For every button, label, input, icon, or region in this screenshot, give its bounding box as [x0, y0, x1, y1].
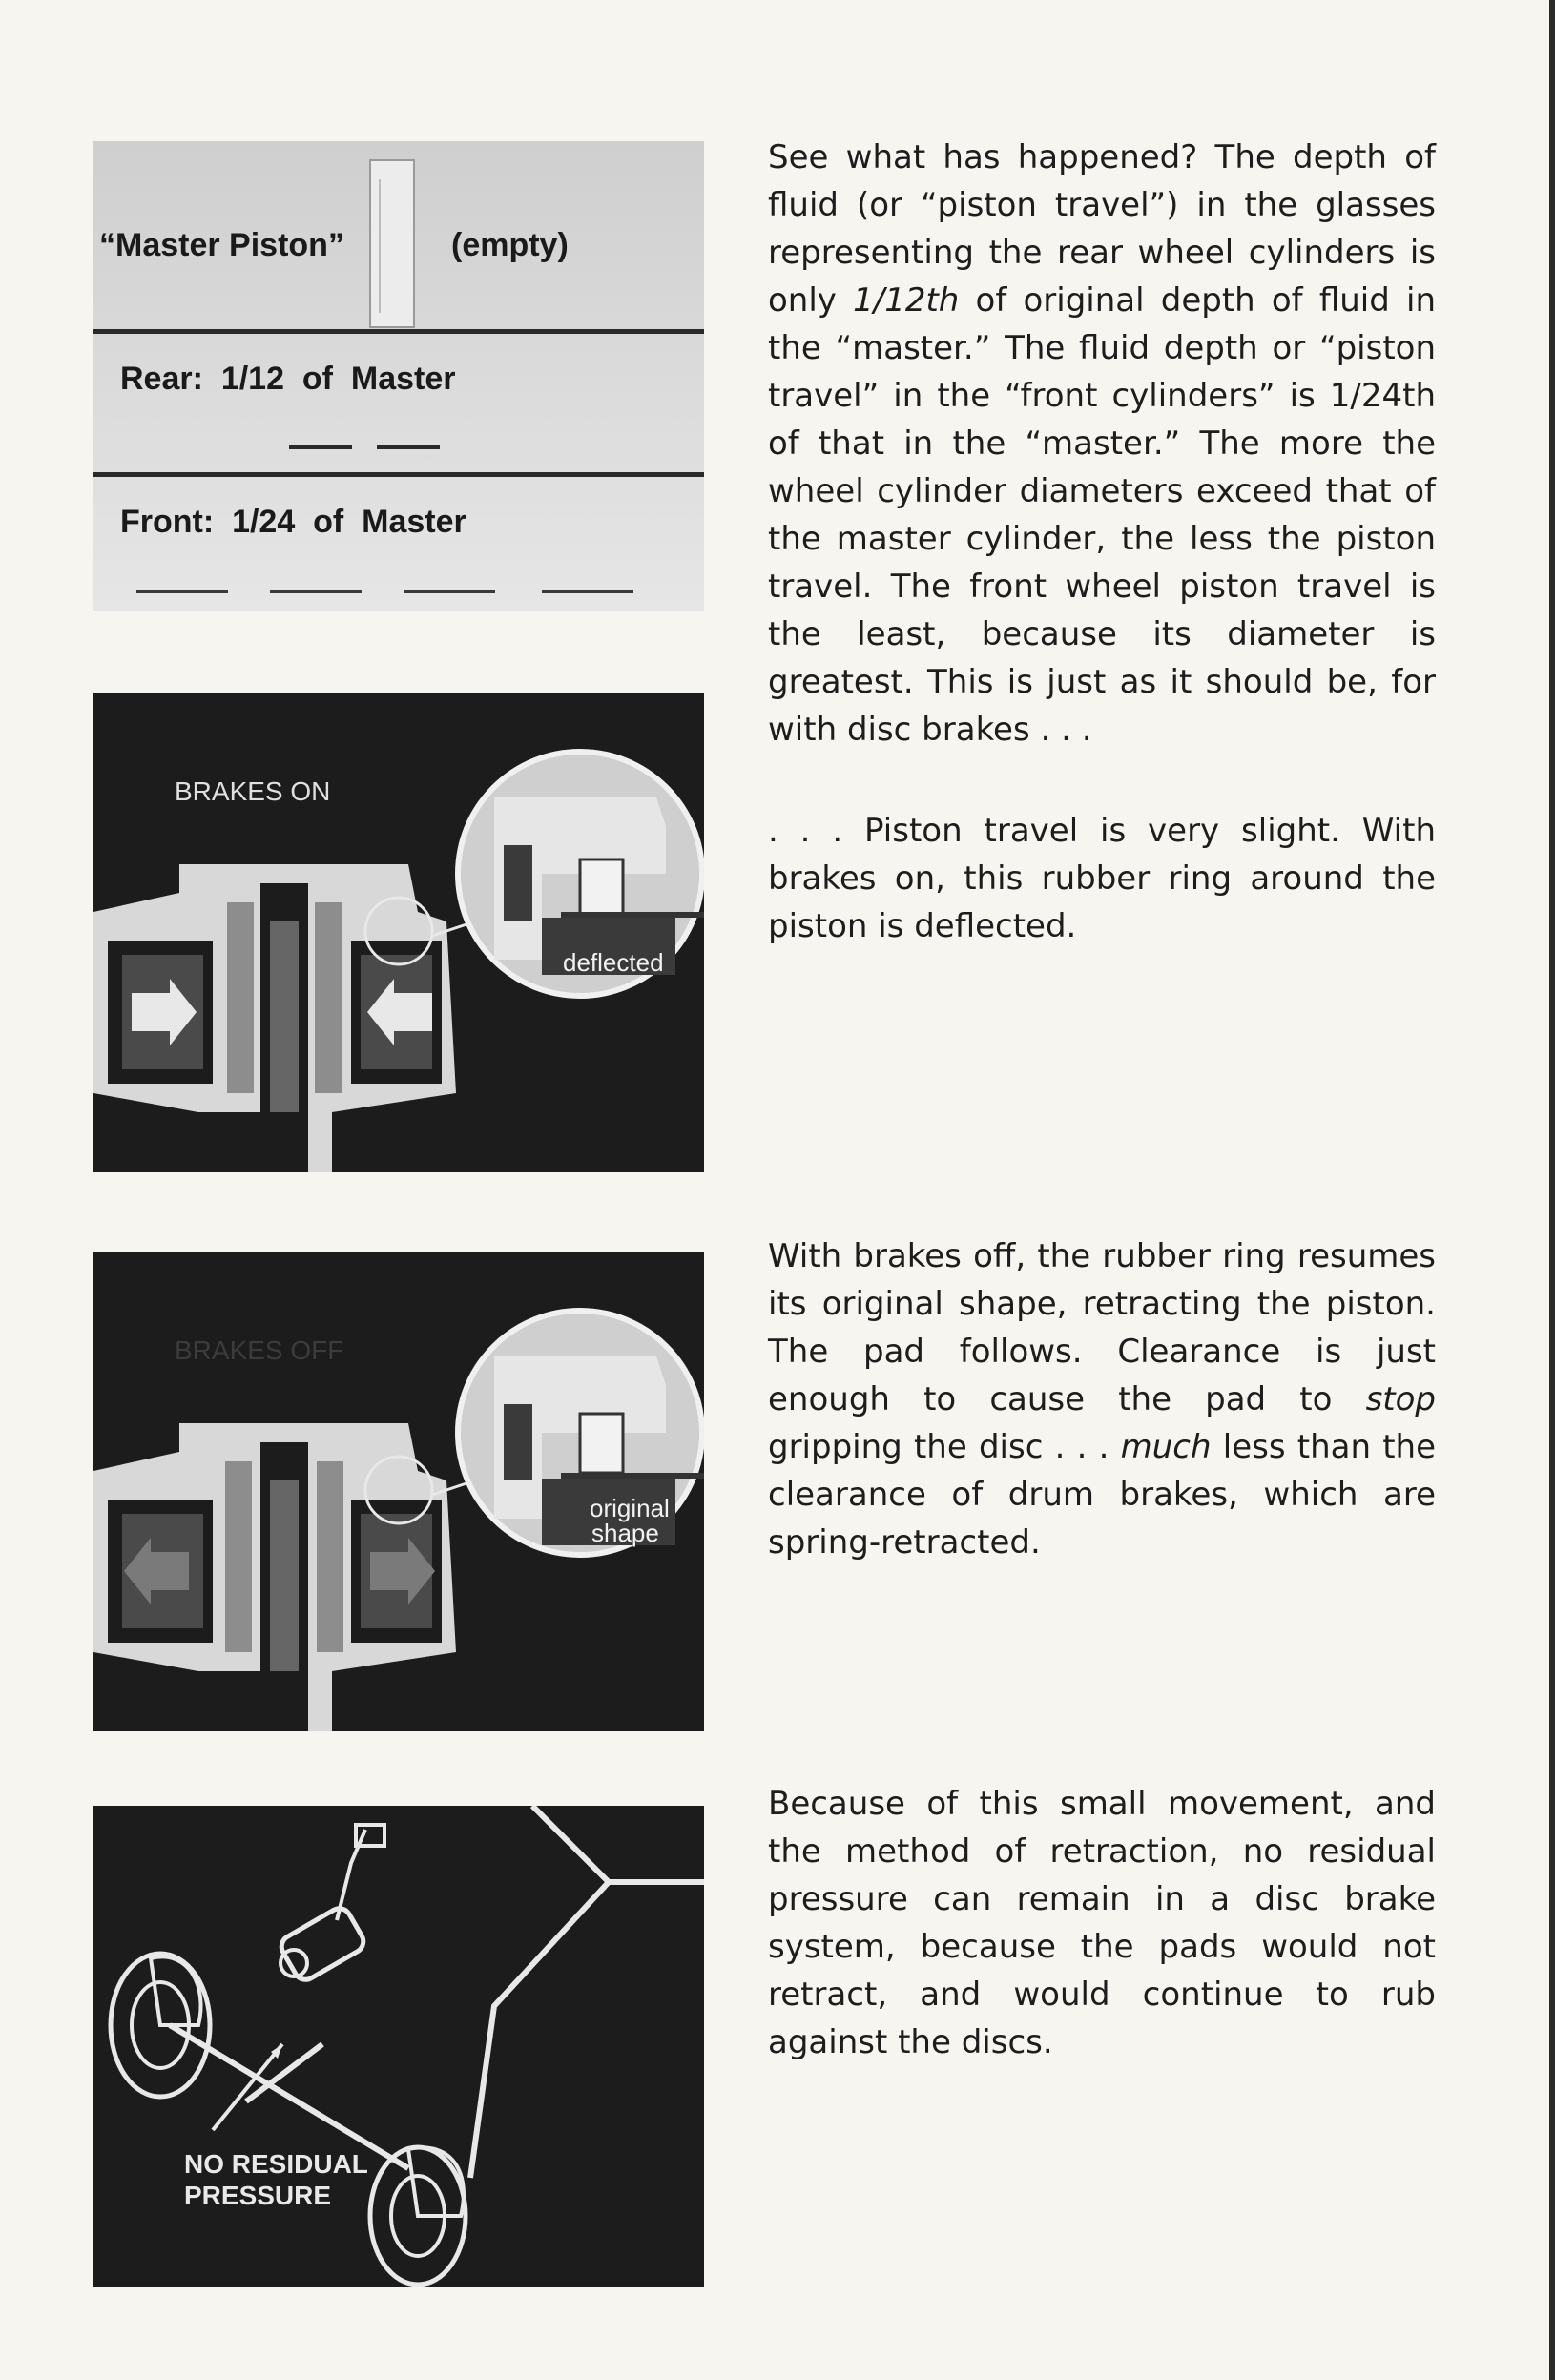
brake-pad [227, 902, 254, 1093]
rear-glass-fluid [289, 445, 352, 449]
page-edge [1549, 0, 1555, 2380]
rear-glass-fluid [377, 445, 440, 449]
original-shape-label-line2: shape [591, 1519, 659, 1547]
front-glass-fluid [136, 590, 228, 593]
brakes-off-illustration [93, 1252, 704, 1731]
paragraph-brakes-off: With brakes off, the rubber ring resumes its original shape, retracting the piston. The pad follows. Clearance is just enough to cause the pad to stop gripping the disc . . . much less than the clearance of drum brakes, which are spring-retracted. [768, 1237, 1437, 1562]
front-label: Front: 1/24 of Master [120, 504, 466, 540]
original-shape-label-line1: original [590, 1494, 670, 1522]
master-piston-figure [93, 141, 704, 611]
master-piston-label: “Master Piston” [99, 227, 344, 263]
no-residual-label-line1: NO RESIDUAL [184, 2149, 368, 2179]
brake-system-illustration [93, 1806, 704, 2287]
emphasis-much: much [1120, 1428, 1212, 1466]
rear-label: Rear: 1/12 of Master [120, 361, 456, 397]
front-glass-fluid [542, 590, 633, 593]
paragraph-fluid-depth: See what has happened? The depth of fluid (or “piston travel”) in the glasses representing the rear wheel cylinders is only 1/12th of original depth of fluid in the “master.” The fluid depth or “piston travel” in the “front cylinders” is 1/24th of that in the “master.” The more the wheel cylinder diameters exceed that of the master cylinder, the less the piston travel. The front wheel piston travel is the least, because its diameter is greatest. This is just as it should be, for with disc brakes . . . [768, 138, 1436, 749]
brake-pad [317, 1461, 343, 1652]
brakes-on-title: BRAKES ON [175, 776, 331, 806]
master-piston-illustration [93, 141, 704, 611]
master-glass [370, 160, 414, 327]
brakes-on-figure [93, 693, 704, 1172]
empty-label: (empty) [451, 227, 569, 263]
no-residual-label-line2: PRESSURE [184, 2181, 332, 2210]
no-residual-pressure-figure [93, 1806, 704, 2287]
brake-pad [315, 902, 342, 1093]
emphasis-stop: stop [1365, 1380, 1436, 1418]
brakes-off-figure [93, 1252, 704, 1731]
paragraph-brakes-on: . . . Piston travel is very slight. With brakes on, this rubber ring around the piston is deflected. [768, 812, 1436, 945]
front-glass-fluid [270, 590, 362, 593]
brakes-on-illustration [93, 693, 704, 1172]
brakes-off-title: BRAKES OFF [175, 1335, 344, 1365]
brake-pad [225, 1461, 252, 1652]
emphasis-fraction: 1/12th [853, 281, 960, 320]
deflected-label: deflected [563, 948, 664, 977]
front-glass-fluid [404, 590, 495, 593]
paragraph-no-residual: Because of this small movement, and the method of retraction, no residual pressure can remain in a disc brake system, because the pads would not retract, and would continue to rub against the discs. [768, 1785, 1436, 2061]
